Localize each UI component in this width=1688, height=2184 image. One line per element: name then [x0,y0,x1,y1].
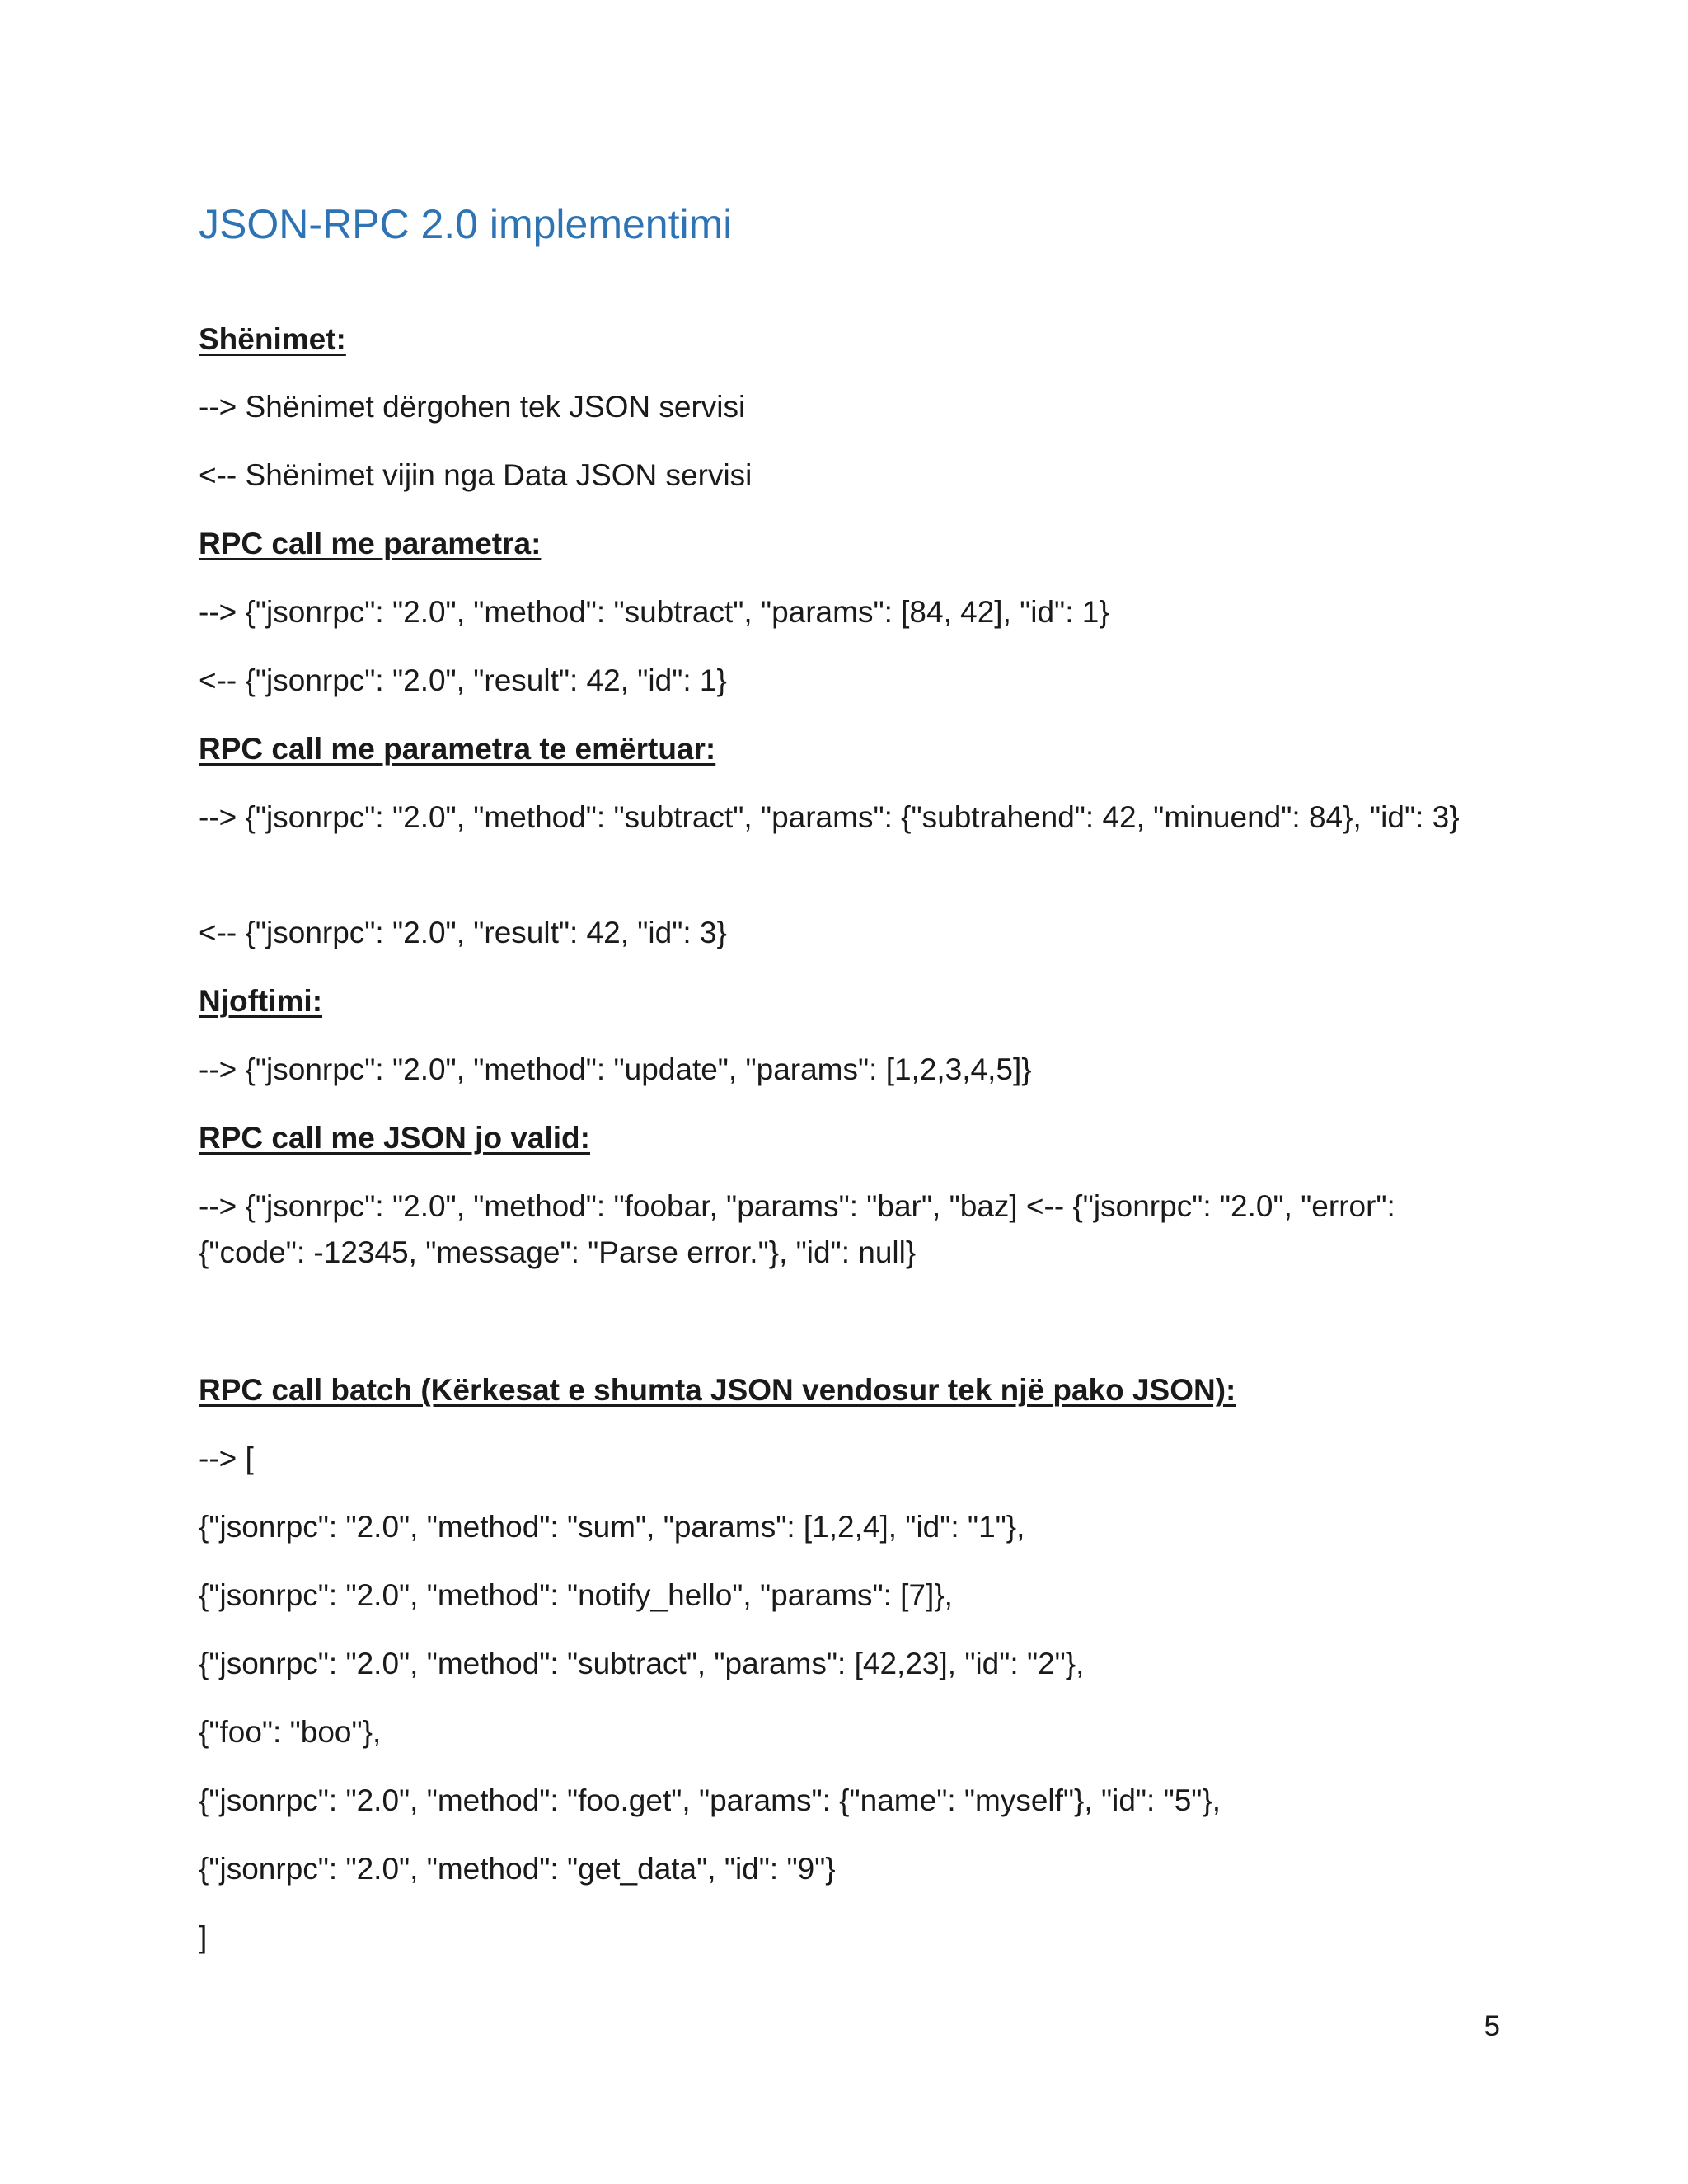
invalid-json-heading: RPC call me JSON jo valid: [199,1121,590,1155]
page-title: JSON-RPC 2.0 implementimi [199,201,733,247]
named-params-heading: RPC call me parametra te emërtuar: [199,732,716,766]
positional-response: <-- {"jsonrpc": "2.0", "result": 42, "id": 1} [199,663,727,697]
named-response: <-- {"jsonrpc": "2.0", "result": 42, "id": 3} [199,916,727,949]
positional-request: --> {"jsonrpc": "2.0", "method": "subtract", "params": [84, 42], "id": 1} [199,595,1109,629]
batch-close: ] [199,1920,208,1954]
positional-params-heading: RPC call me parametra: [199,527,542,560]
notification-request: --> {"jsonrpc": "2.0", "method": "update", "params": [1,2,3,4,5]} [199,1052,1032,1086]
note-received: <-- Shënimet vijin nga Data JSON servisi [199,458,753,492]
page-number: 5 [1484,2010,1500,2042]
batch-item: {"foo": "boo"}, [199,1715,382,1749]
batch-item: {"jsonrpc": "2.0", "method": "notify_hello", "params": [7]}, [199,1578,953,1612]
batch-item: {"jsonrpc": "2.0", "method": "foo.get", "params": {"name": "myself"}, "id": "5"}, [199,1783,1221,1817]
invalid-json-exchange: --> {"jsonrpc": "2.0", "method": "foobar, "params": "bar", "baz] <-- {"jsonrpc": "2.0", "error": {"code": -12345, "message": "Parse error."}, "id": null} [199,1189,1395,1269]
notification-heading: Njoftimi: [199,984,323,1018]
batch-item: {"jsonrpc": "2.0", "method": "sum", "params": [1,2,4], "id": "1"}, [199,1510,1025,1544]
note-sent: --> Shënimet dërgohen tek JSON servisi [199,390,746,424]
batch-item: {"jsonrpc": "2.0", "method": "subtract", "params": [42,23], "id": "2"}, [199,1647,1085,1680]
batch-item: {"jsonrpc": "2.0", "method": "get_data", "id": "9"} [199,1852,836,1886]
notes-heading: Shënimet: [199,322,346,356]
batch-open: --> [ [199,1441,254,1475]
named-request: --> {"jsonrpc": "2.0", "method": "subtract", "params": {"subtrahend": 42, "minuend": 84}, "id": 3} [199,800,1460,834]
batch-heading: RPC call batch (Kërkesat e shumta JSON vendosur tek një pako JSON): [199,1373,1236,1407]
